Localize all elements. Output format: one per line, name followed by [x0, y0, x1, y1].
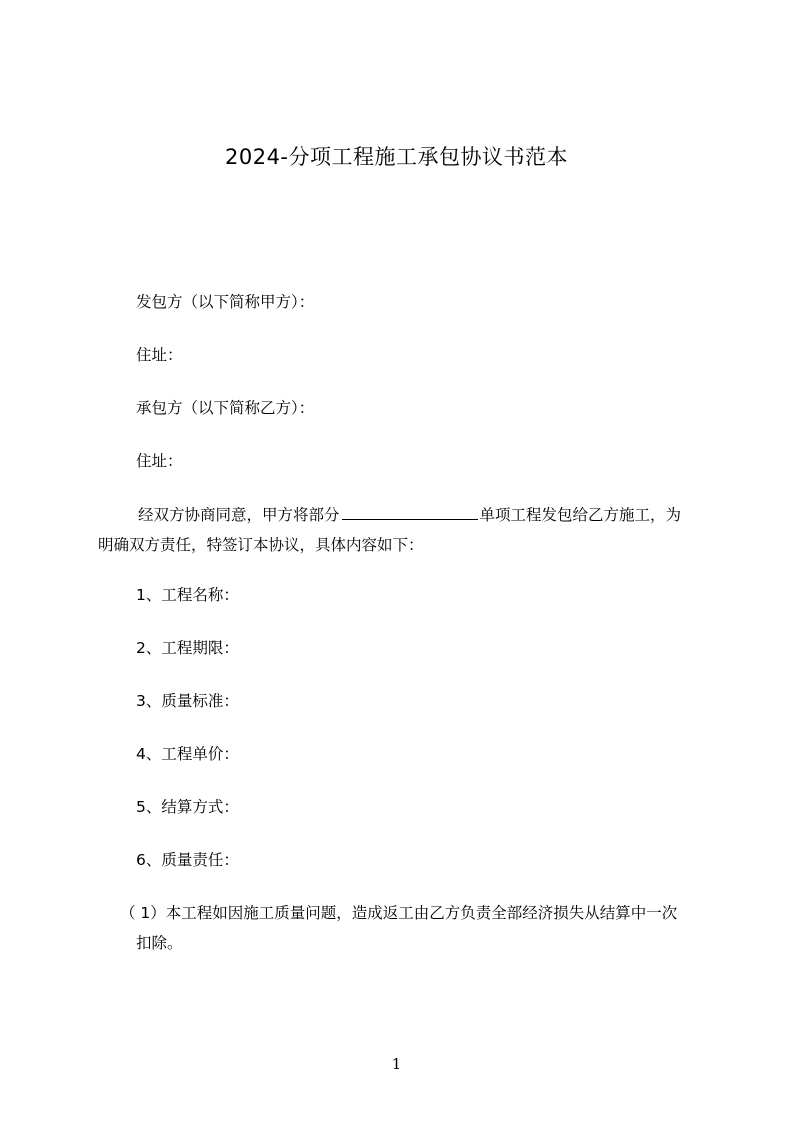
employer-address-field: 住址：	[136, 346, 183, 364]
intro-text-part2: 单项工程发包给乙方施工，为	[479, 506, 682, 524]
intro-text-part1: 经双方协商同意，甲方将部分	[138, 506, 340, 524]
item-project-period: 2、工程期限：	[136, 639, 239, 657]
item-settlement-method: 5、结算方式：	[136, 798, 239, 816]
clause-1	[120, 898, 720, 958]
item-unit-price: 4、工程单价：	[136, 745, 239, 763]
project-blank-line	[342, 505, 478, 520]
intro-paragraph	[98, 500, 718, 560]
item-quality-standard: 3、质量标准：	[136, 692, 239, 710]
page-number: 1	[391, 1055, 402, 1073]
contractor-field: 承包方（以下简称乙方）：	[136, 399, 315, 417]
intro-text-line2: 明确双方责任，特签订本协议，具体内容如下：	[98, 536, 424, 554]
contractor-address-field: 住址：	[136, 452, 183, 470]
item-project-name: 1、工程名称：	[136, 586, 239, 604]
clause-1-line1: （ 1）本工程如因施工质量问题，造成返工由乙方负责全部经济损失从结算中一次	[120, 904, 678, 922]
document-title: 2024-分项工程施工承包协议书范本	[224, 145, 569, 169]
employer-field: 发包方（以下简称甲方）：	[136, 293, 315, 311]
clause-1-line2: 扣除。	[136, 934, 183, 952]
item-quality-responsibility: 6、质量责任：	[136, 851, 239, 869]
